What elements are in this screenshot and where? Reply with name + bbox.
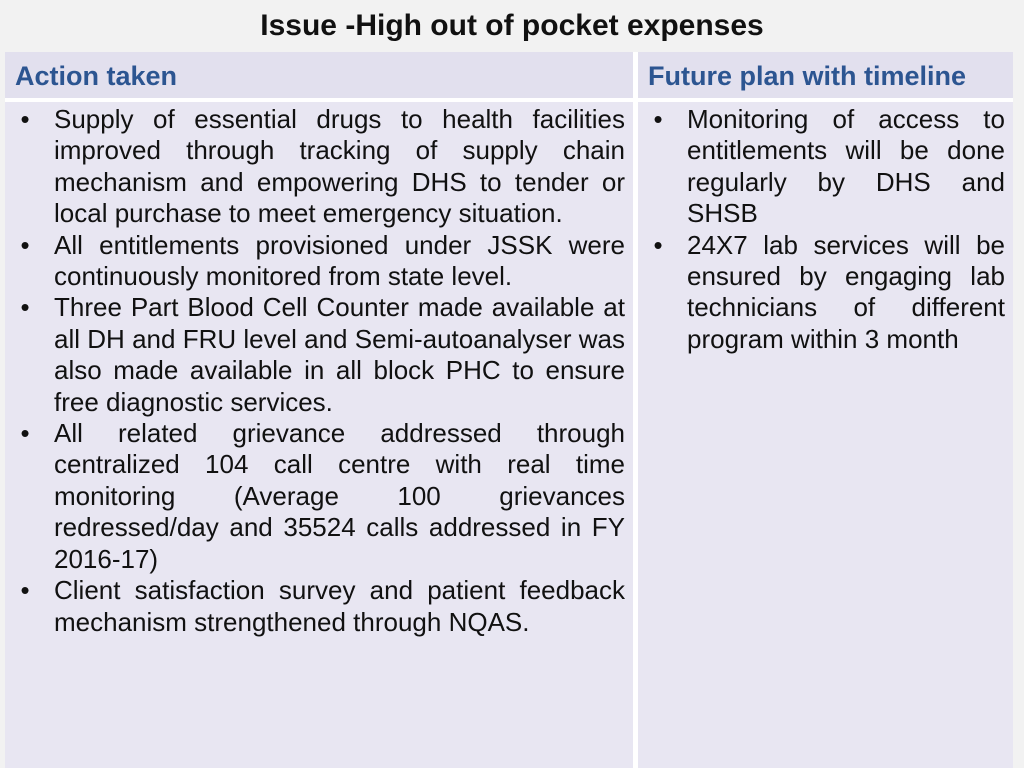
bullet-icon: • — [653, 229, 663, 260]
list-item — [5, 575, 633, 638]
list-item-text: All related grievance addressed through centralized 104 call centre with real time monitoring (Average 100 grievances redressed/day and 35524 calls addressed in FY 2016-17) — [54, 418, 625, 574]
list-item — [5, 230, 633, 293]
list-item-text: Client satisfaction survey and patient feedback mechanism strengthened through NQAS. — [54, 575, 625, 637]
header-cell-future-plan — [638, 52, 1013, 98]
column-header-action-taken: Action taken — [15, 61, 178, 91]
bullet-icon: • — [20, 575, 30, 606]
list-item — [638, 104, 1013, 230]
list-item — [5, 104, 633, 230]
column-header-future-plan: Future plan with timeline — [648, 61, 967, 91]
future-plan-cell — [638, 102, 1013, 768]
bullet-icon: • — [20, 104, 30, 134]
bullet-icon: • — [20, 229, 30, 260]
bullet-icon: • — [653, 104, 663, 134]
list-item-text: Three Part Blood Cell Counter made available at all DH and FRU level and Semi-autoanalyser was also made available in all block PHC to ensure free diagnostic services. — [54, 292, 625, 417]
list-item-text: Supply of essential drugs to health facilities improved through tracking of supply chain mechanism and empowering DHS to tender or local purchase to meet emergency situation. — [54, 104, 625, 229]
list-item-text: All entitlements provisioned under JSSK were continuously monitored from state level. — [54, 229, 625, 292]
list-item-text: 24X7 lab services will be ensured by engaging lab technicians of different program within 3 month — [687, 229, 1005, 354]
list-item — [5, 418, 633, 575]
future-plan-list — [638, 102, 1013, 355]
list-item — [5, 292, 633, 418]
content-table — [5, 52, 1013, 768]
list-item — [638, 230, 1013, 356]
list-item-text: Monitoring of access to entitlements will be done regularly by DHS and SHSB — [687, 104, 1005, 229]
header-cell-action-taken — [5, 52, 633, 98]
bullet-icon: • — [20, 418, 30, 449]
bullet-icon: • — [20, 292, 30, 323]
slide-title: Issue -High out of pocket expenses — [260, 9, 764, 42]
action-taken-list — [5, 102, 633, 638]
action-taken-cell — [5, 102, 633, 768]
